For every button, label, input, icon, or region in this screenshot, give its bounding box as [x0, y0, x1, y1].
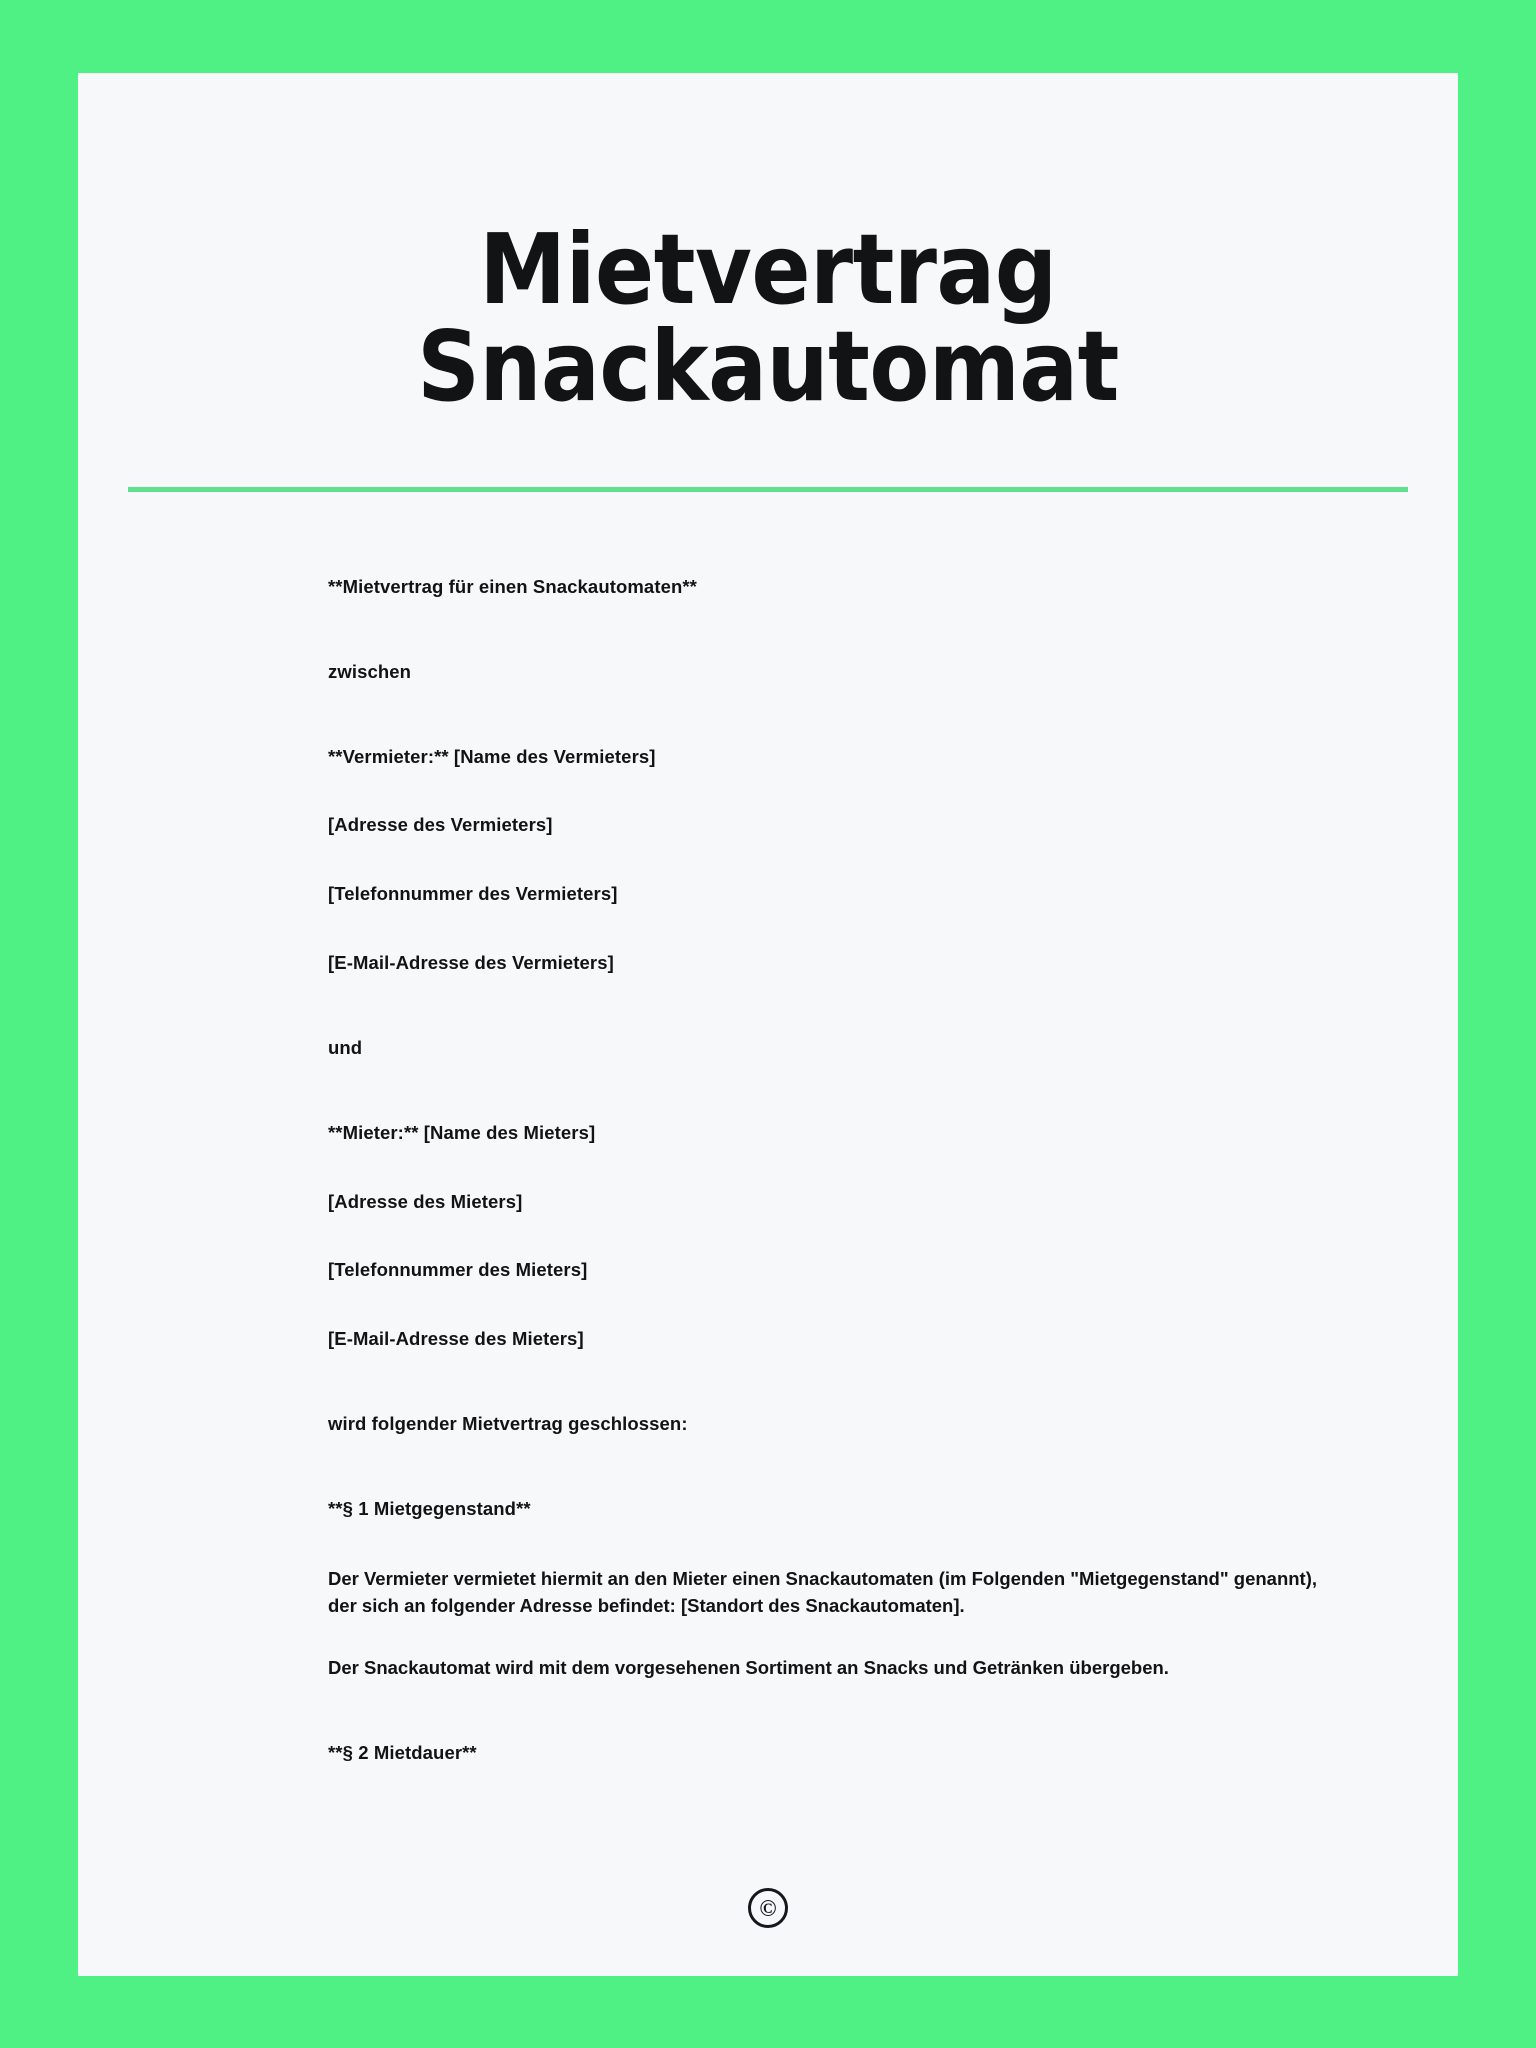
- document-subtitle: **Mietvertrag für einen Snackautomaten**: [328, 576, 697, 597]
- section-1-paragraph-2: Der Snackautomat wird mit dem vorgesehenen Sortiment an Snacks und Getränken übergeben.: [328, 1657, 1169, 1679]
- and-label: und: [328, 1036, 363, 1058]
- page-title: Mietvertrag Snackautomat: [417, 213, 1119, 423]
- spacer: [78, 977, 1458, 1035]
- spacer: [78, 1353, 1458, 1411]
- spacer: [78, 1284, 1458, 1326]
- landlord-email: [E-Mail-Adresse des Vermieters]: [328, 952, 614, 974]
- spacer: [78, 1147, 1458, 1189]
- spacer: [78, 1523, 1458, 1565]
- spacer: [78, 532, 1458, 574]
- landlord-address: [Adresse des Vermieters]: [328, 814, 553, 836]
- tenant-name-line: **Mieter:** [Name des Mieters]: [328, 1121, 596, 1143]
- spacer: [78, 686, 1458, 744]
- between-label: zwischen: [328, 660, 412, 682]
- spacer: [78, 1620, 1458, 1654]
- spacer: [78, 908, 1458, 950]
- spacer: [78, 1682, 1458, 1740]
- document-footer: [78, 1888, 1458, 1928]
- document-page: [78, 73, 1458, 1976]
- document-body: [78, 492, 1458, 1767]
- spacer: [78, 1062, 1458, 1120]
- copyright-icon: ©: [748, 1888, 788, 1928]
- spacer: [78, 1438, 1458, 1496]
- tenant-email: [E-Mail-Adresse des Mieters]: [328, 1328, 584, 1350]
- landlord-name-line: **Vermieter:** [Name des Vermieters]: [328, 745, 656, 767]
- document-header: [78, 73, 1458, 423]
- spacer: [78, 601, 1458, 659]
- conclusion-line: wird folgender Mietvertrag geschlossen:: [328, 1412, 688, 1434]
- spacer: [78, 1215, 1458, 1257]
- section-1-paragraph-1: Der Vermieter vermietet hiermit an den Mieter einen Snackautomaten (im Folgenden "Mietgegenstand" genannt), der sich an folgender Adresse befindet: [Standort des Snackautomaten].: [328, 1567, 1318, 1617]
- tenant-phone: [Telefonnummer des Mieters]: [328, 1259, 588, 1281]
- spacer: [78, 839, 1458, 881]
- section-1-heading: **§ 1 Mietgegenstand**: [328, 1497, 531, 1519]
- section-2-heading: **§ 2 Mietdauer**: [328, 1741, 477, 1763]
- tenant-address: [Adresse des Mieters]: [328, 1190, 523, 1212]
- spacer: [78, 770, 1458, 812]
- landlord-phone: [Telefonnummer des Vermieters]: [328, 883, 618, 905]
